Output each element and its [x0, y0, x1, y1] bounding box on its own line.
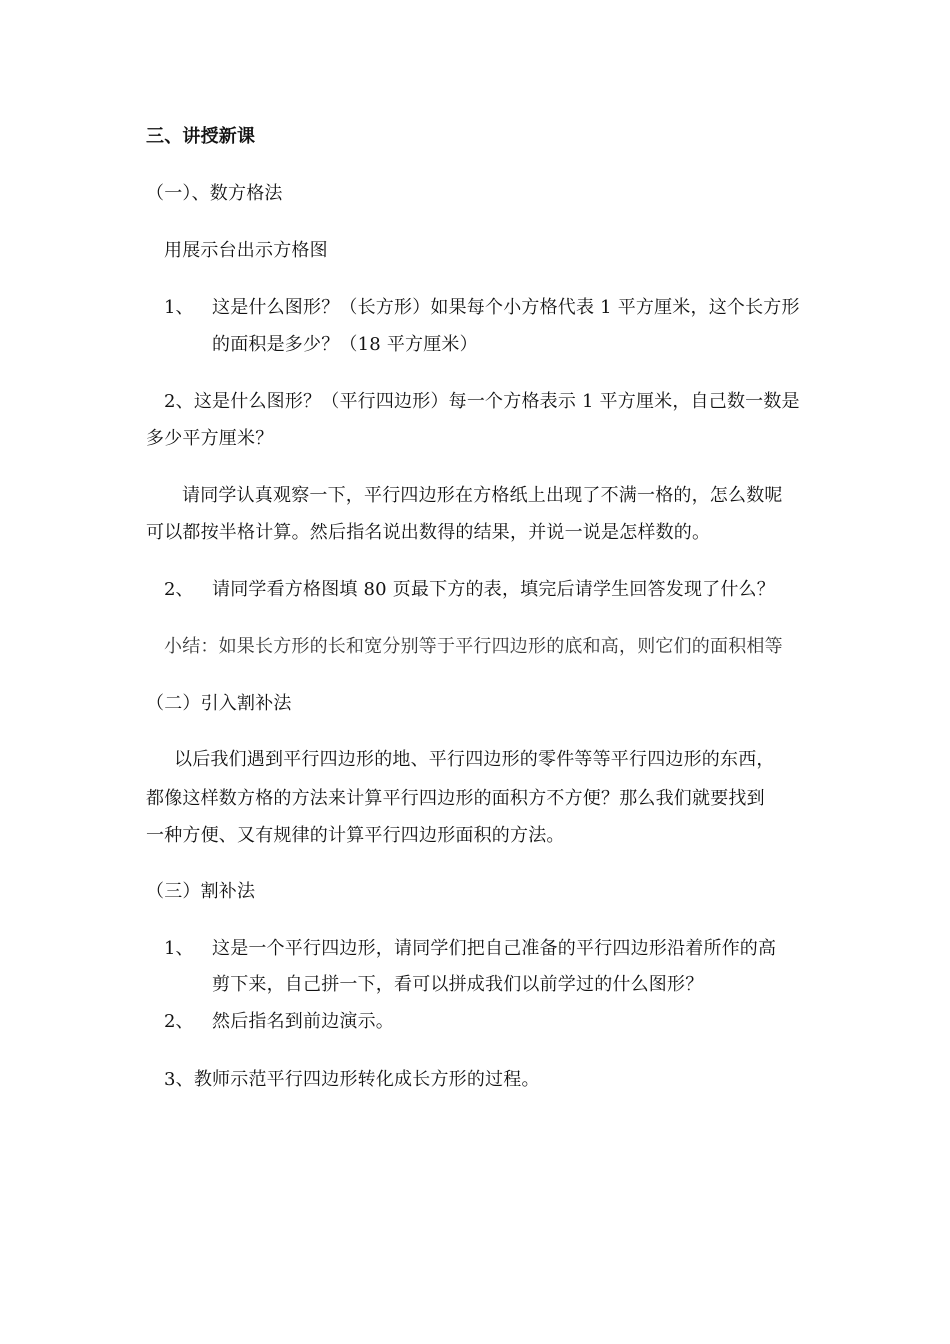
part1-item1-number: 1、 [164, 297, 194, 318]
part1-item3-text: 请同学看方格图填 80 页最下方的表，填完后请学生回答发现了什么？ [212, 579, 775, 600]
part1-item1-line2: 的面积是多少？（18 平方厘米） [212, 334, 478, 355]
part1-item2-line1: 2、这是什么图形？（平行四边形）每一个方格表示 1 平方厘米，自己数一数是 [164, 391, 800, 412]
part1-summary: 小结：如果长方形的长和宽分别等于平行四边形的底和高，则它们的面积相等 [164, 636, 783, 657]
part1-paragraph-line1: 请同学认真观察一下，平行四边形在方格纸上出现了不满一格的，怎么数呢 [182, 485, 783, 506]
part3-heading: （三）割补法 [146, 881, 256, 902]
part3-item2-text: 然后指名到前边演示。 [212, 1011, 394, 1032]
part1-item2-line2: 多少平方厘米？ [146, 428, 274, 449]
part1-intro: 用展示台出示方格图 [164, 240, 328, 261]
part2-paragraph-line1: 以后我们遇到平行四边形的地、平行四边形的零件等等平行四边形的东西， [174, 749, 775, 770]
part2-heading: （二）引入割补法 [146, 693, 292, 714]
part2-paragraph-line3: 一种方便、又有规律的计算平行四边形面积的方法。 [146, 825, 565, 846]
part3-item1-line1: 这是一个平行四边形，请同学们把自己准备的平行四边形沿着所作的高 [212, 938, 777, 959]
part2-paragraph-line2: 都像这样数方格的方法来计算平行四边形的面积方不方便？那么我们就要找到 [146, 788, 765, 809]
part1-heading: （一）、数方格法 [146, 183, 283, 204]
part3-item3-text: 3、教师示范平行四边形转化成长方形的过程。 [164, 1069, 540, 1090]
part3-item1-number: 1、 [164, 938, 194, 959]
part1-item1-line1: 这是什么图形？（长方形）如果每个小方格代表 1 平方厘米，这个长方形 [212, 297, 800, 318]
part3-item1-line2: 剪下来，自己拼一下，看可以拼成我们以前学过的什么图形？ [212, 974, 704, 995]
part1-item3-number: 2、 [164, 579, 194, 600]
part3-item2-number: 2、 [164, 1011, 194, 1032]
part1-paragraph-line2: 可以都按半格计算。然后指名说出数得的结果，并说一说是怎样数的。 [146, 522, 711, 543]
section-title: 三、讲授新课 [146, 126, 256, 147]
